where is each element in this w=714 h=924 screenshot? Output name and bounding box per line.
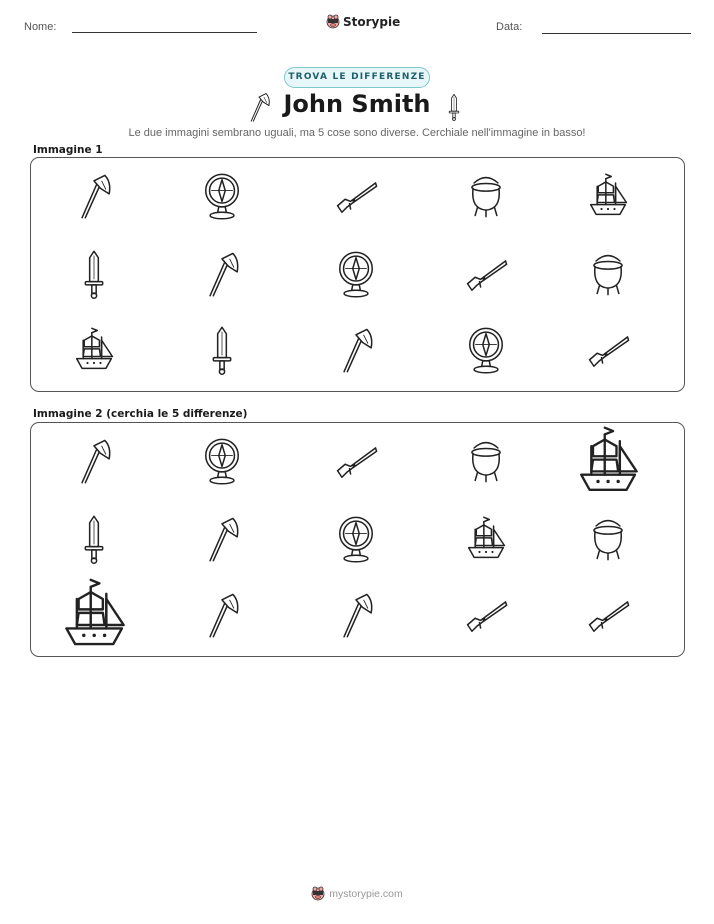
brand-logo	[326, 14, 400, 29]
grid-item[interactable]	[334, 324, 378, 376]
name-label: Nome:	[24, 21, 57, 33]
cauldron-icon	[464, 170, 508, 222]
date-field-line[interactable]	[542, 33, 691, 34]
footer-url: mystorypie.com	[329, 887, 403, 900]
title-sword-icon	[442, 90, 466, 124]
grid-item[interactable]	[586, 170, 630, 222]
footer	[0, 886, 714, 901]
activity-badge: TROVA LE DIFFERENZE	[284, 67, 430, 88]
grid-item[interactable]	[200, 589, 244, 641]
sword-icon	[72, 513, 116, 565]
musket-icon	[464, 589, 508, 641]
instructions: Le due immagini sembrano uguali, ma 5 cose sono diverse. Cerchiale nell'immagine in basso!	[128, 127, 586, 139]
image-2-panel	[30, 422, 685, 657]
cauldron-icon	[586, 513, 630, 565]
grid-item[interactable]	[334, 589, 378, 641]
compass-icon	[334, 248, 378, 300]
grid-item[interactable]	[200, 513, 244, 565]
grid-item[interactable]	[464, 513, 508, 565]
grid-item[interactable]	[586, 513, 630, 565]
page-title: John Smith	[283, 90, 431, 118]
grid-item[interactable]	[334, 170, 378, 222]
brand-name: Storypie	[343, 14, 401, 29]
grid-item[interactable]	[574, 421, 642, 502]
grid-item[interactable]	[586, 589, 630, 641]
grid-item[interactable]	[586, 324, 630, 376]
musket-icon	[334, 170, 378, 222]
sword-icon	[72, 248, 116, 300]
grid-item[interactable]	[72, 170, 116, 222]
cauldron-icon	[464, 435, 508, 487]
axe-icon	[334, 324, 378, 376]
section-label-image-1: Immagine 1	[33, 144, 103, 156]
grid-item[interactable]	[586, 248, 630, 300]
axe-icon	[200, 513, 244, 565]
grid-item[interactable]	[200, 248, 244, 300]
grid-item[interactable]	[464, 435, 508, 487]
ship-icon	[72, 324, 116, 376]
section-label-image-2: Immagine 2 (cerchia le 5 differenze)	[33, 408, 248, 420]
name-field-line[interactable]	[72, 32, 257, 33]
cauldron-icon	[586, 248, 630, 300]
axe-icon	[200, 248, 244, 300]
grid-item[interactable]	[59, 573, 129, 656]
compass-icon	[334, 513, 378, 565]
grid-item[interactable]	[200, 435, 244, 487]
grid-item[interactable]	[72, 324, 116, 376]
musket-icon	[464, 248, 508, 300]
grid-item[interactable]	[334, 435, 378, 487]
grid-item[interactable]	[334, 513, 378, 565]
ship-icon	[59, 573, 129, 656]
compass-icon	[200, 170, 244, 222]
ship-icon	[586, 170, 630, 222]
grid-item[interactable]	[72, 435, 116, 487]
axe-icon	[72, 170, 116, 222]
axe-icon	[200, 589, 244, 641]
ship-icon	[464, 513, 508, 565]
grid-item[interactable]	[200, 324, 244, 376]
axe-icon	[72, 435, 116, 487]
axe-icon	[334, 589, 378, 641]
musket-icon	[334, 435, 378, 487]
grid-item[interactable]	[72, 248, 116, 300]
grid-item[interactable]	[334, 248, 378, 300]
compass-icon	[200, 435, 244, 487]
grid-item[interactable]	[464, 589, 508, 641]
sword-icon	[200, 324, 244, 376]
pig-mascot-icon	[326, 14, 340, 29]
sword-icon	[442, 90, 466, 124]
musket-icon	[586, 589, 630, 641]
grid-item[interactable]	[72, 513, 116, 565]
grid-item[interactable]	[464, 170, 508, 222]
musket-icon	[586, 324, 630, 376]
grid-item[interactable]	[464, 248, 508, 300]
grid-item[interactable]	[200, 170, 244, 222]
date-label: Data:	[496, 21, 523, 33]
grid-item[interactable]	[464, 324, 508, 376]
pig-mascot-icon	[311, 886, 325, 901]
compass-icon	[464, 324, 508, 376]
ship-icon	[574, 421, 642, 502]
image-1-panel	[30, 157, 685, 392]
